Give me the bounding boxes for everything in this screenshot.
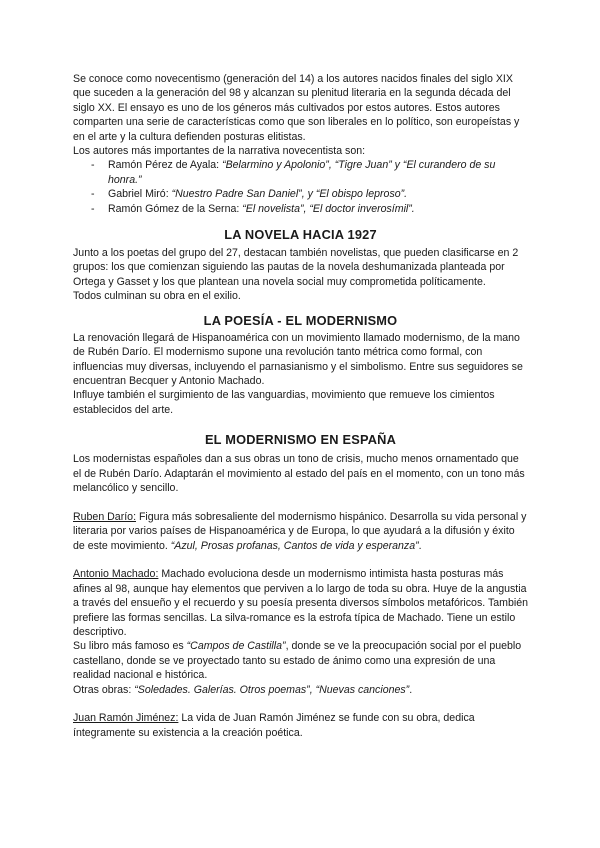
- machado-text: Machado evoluciona desde un modernismo intimista hasta posturas más afines al 98, aunque hay elementos que perviven a lo largo de toda su obra. Huye de la angustia a través del ensueño y el recuerdo y su poesía presenta diversos símbolos metafóricos. También prefiere las formas sencillas. La silva-romance es la estrofa típica de Machado. Tiene un estilo descriptivo.: [73, 568, 528, 638]
- list-item: [91, 158, 528, 187]
- authors-lead: Los autores más importantes de la narrativa novecentista son:: [73, 145, 366, 158]
- dario-paragraph: [73, 510, 528, 553]
- jimenez-name: Juan Ramón Jiménez:: [73, 712, 179, 725]
- espana-paragraph: Los modernistas españoles dan a sus obras un tono de crisis, mucho menos ornamentado que el de Rubén Darío. Adaptarán el movimiento al estado del país en el momento, con un tono más melancólico y sencillo.: [73, 453, 525, 494]
- list-item: [91, 187, 528, 201]
- spacer: [73, 553, 528, 567]
- novela-1927-closing: Todos culminan su obra en el exilio.: [73, 290, 241, 303]
- machado-others-end: .: [409, 683, 413, 696]
- author-name: Ramón Pérez de Ayala:: [108, 159, 223, 172]
- machado-paragraph: [73, 567, 528, 639]
- author-works: “Belarmino y Apolonio”, “Tigre Juan” y “El curandero de su honra.”: [108, 159, 496, 186]
- author-works: “El novelista”, “El doctor inverosímil”.: [242, 202, 415, 215]
- section-title-novela-1927: LA NOVELA HACIA 1927: [224, 227, 377, 243]
- machado-book-post: , donde se ve la preocupación social por el pueblo castellano, donde se ve proyectado tanto su estado de ánimo como una expresión de una realidad nacional e histórica.: [73, 640, 522, 682]
- poesia-paragraph: La renovación llegará de Hispanoamérica con un movimiento llamado modernismo, de la mano de Rubén Darío. El modernismo supone una revolución tanto métrica como formal, con influencias muy diversas, incluyendo el parnasianismo y el simbolismo. Entre sus seguidores se encuentran Becquer y Antonio Machado.: [73, 331, 523, 387]
- machado-other-works: [73, 683, 528, 697]
- dario-end: .: [418, 539, 422, 552]
- section-title-modernismo-espana: EL MODERNISMO EN ESPAÑA: [204, 432, 397, 448]
- spacer: [73, 697, 528, 711]
- machado-book-title: “Campos de Castilla”: [186, 640, 286, 653]
- machado-book-paragraph: [73, 639, 528, 682]
- dario-text: Figura más sobresaliente del modernismo hispánico. Desarrolla su vida personal y literaria por varios países de Hispanoamérica y de Europa, lo que ayudará a la difusión y éxito de este movimiento.: [73, 510, 527, 552]
- list-item: [91, 202, 528, 216]
- novecentista-authors-list: [73, 158, 528, 216]
- jimenez-paragraph: [73, 711, 528, 740]
- machado-others-pre: Otras obras:: [73, 683, 135, 696]
- intro-paragraph: Se conoce como novecentismo (generación del 14) a los autores nacidos finales del siglo XIX que suceden a la generación del 98 y alcanzan su plenitud literaria en la segunda década del siglo XX. El ensayo es uno de los géneros más cultivados por estos autores. Estos autores comparten una serie de características como que son liberales en lo político, son europeístas y en el arte y la cultura defienden posturas elitistas.: [73, 73, 520, 143]
- novela-1927-paragraph: Junto a los poetas del grupo del 27, destacan también novelistas, que pueden clasificarse en 2 grupos: los que comienzan siguiendo las pautas de la novela deshumanizada planteada por Ortega y Gasset y los que plantean una novela social muy comprometida políticamente.: [73, 247, 519, 288]
- spacer: [73, 495, 528, 509]
- section-title-poesia-modernismo: LA POESÍA - EL MODERNISMO: [203, 312, 398, 328]
- jimenez-text: La vida de Juan Ramón Jiménez se funde con su obra, dedica íntegramente su existencia a la creación poética.: [73, 712, 475, 739]
- author-name: Ramón Gómez de la Serna:: [108, 202, 243, 215]
- machado-book-pre: Su libro más famoso es: [73, 640, 187, 653]
- poesia-influence: Influye también el surgimiento de las vanguardias, movimiento que remueve los cimientos establecidos del arte.: [73, 389, 495, 416]
- document-page: [73, 72, 528, 740]
- machado-name: Antonio Machado:: [73, 568, 159, 581]
- dario-name: Ruben Darío:: [73, 510, 137, 523]
- dario-works: “Azul, Prosas profanas, Cantos de vida y esperanza”: [170, 539, 419, 552]
- author-works: “Nuestro Padre San Daniel”, y “El obispo leproso”.: [171, 188, 408, 201]
- machado-others: “Soledades. Galerías. Otros poemas”, “Nuevas canciones”: [134, 683, 410, 696]
- author-name: Gabriel Miró:: [108, 188, 172, 201]
